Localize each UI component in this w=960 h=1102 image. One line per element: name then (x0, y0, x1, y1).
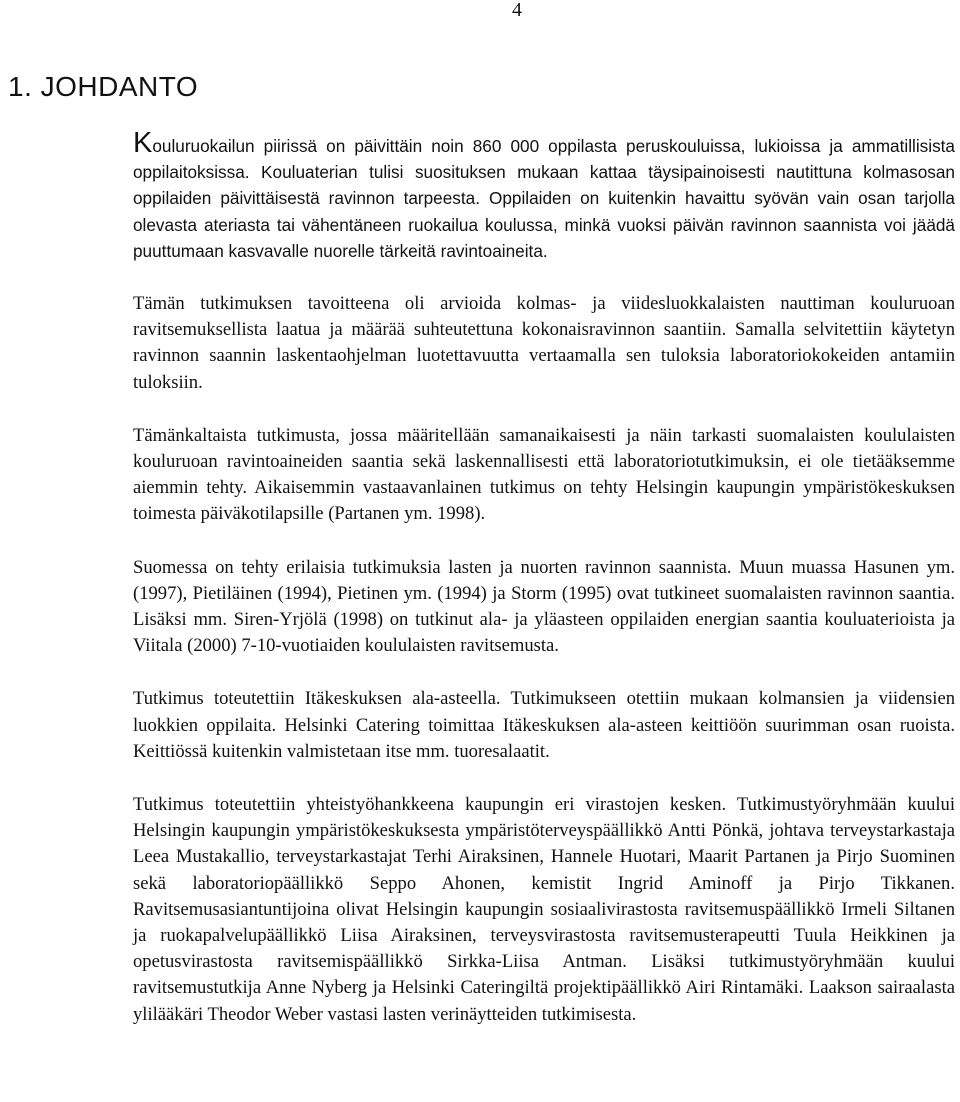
paragraph-aim: Tämän tutkimuksen tavoitteena oli arvioida kolmas- ja viidesluokkalaisten nauttiman kouluruoan ravitsemuksellista laatua ja määrää suhteutettuna kokonaisravinnon saantiin. Samalla selvitettiin käytetyn ravinnon saannin laskentaohjelman luotettavuutta vertaamalla sen tuloksia laboratoriokokeiden antamiin tuloksiin. (133, 293, 955, 393)
body-text (133, 127, 955, 1055)
drop-cap: K (133, 127, 153, 159)
paragraph-previous-studies: Suomessa on tehty erilaisia tutkimuksia lasten ja nuorten ravinnon saannista. Muun muassa Hasunen ym. (1997), Pietiläinen (1994), Pietinen ym. (1994) ja Storm (1995) ovat tutkineet suomalaisten ravinnon saantia. Lisäksi mm. Siren-Yrjölä (1998) on tutkinut ala- ja yläasteen oppilaiden energian saantia kouluaterioista ja Viitala (2000) 7-10-vuotiaiden koululaisten ravitsemusta. (133, 556, 955, 657)
paragraph-team: Tutkimus toteutettiin yhteistyöhankkeena kaupungin eri virastojen kesken. Tutkimustyöryhmään kuului Helsingin kaupungin ympäristökeskuksesta ympäristöterveyspäällikkö Antti Pönkä, johtava terveystarkastaja Leea Mustakallio, terveystarkastajat Terhi Airaksinen, Hannele Huotari, Maarit Partanen ja Pirjo Suominen sekä laboratoriopäällikkö Seppo Ahonen, kemistit Ingrid Aminoff ja Pirjo Tikkanen. Ravitsemusasiantuntijoina olivat Helsingin kaupungin sosiaalivirastosta ravitsemuspäällikkö Irmeli Siltanen ja ruokapalvelupäällikkö Liisa Airaksinen, terveysvirastosta ravitsemusterapeutti Tuula Heikkinen ja opetusvirastosta ravitsemispäällikkö Sirkka-Liisa Antman. Lisäksi tutkimustyöryhmään kuului ravitsemustutkija Anne Nyberg ja Helsinki Cateringiltä projektipäällikkö Airi Rintamäki. Laakson sairaalasta ylilääkäri Theodor Weber vastasi lasten verinäytteiden tutkimisesta. (133, 794, 955, 1025)
paragraph-text: ouluruokailun piirissä on päivittäin noin 860 000 oppilasta peruskouluissa, lukioissa ja ammatillisista oppilaitoksissa. Kouluaterian tulisi suosituksen mukaan kattaa täysipainoisesti nautittuna kolmasosan oppilaiden päivittäisestä ravinnon tarpeesta. Oppilaiden on kuitenkin havaittu syövän vain osan tarjolla olevasta ateriasta tai vähentäneen ruokailua koulussa, minkä vuoksi päivän ravinnon saannista voi jäädä puuttumaan kasvavalle nuorelle tärkeitä ravintoaineita. (133, 136, 955, 261)
paragraph-location: Tutkimus toteutettiin Itäkeskuksen ala-asteella. Tutkimukseen otettiin mukaan kolmansien ja viidensien luokkien oppilaita. Helsinki Catering toimittaa Itäkeskuksen ala-asteen keittiöön suurimman osan ruoista. Keittiössä kuitenkin valmistetaan itse mm. tuoresalaatit. (133, 688, 955, 762)
paragraph-novelty: Tämänkaltaista tutkimusta, jossa määritellään samanaikaisesti ja näin tarkasti suomalaisten koululaisten kouluruoan ravintoaineiden saantia sekä laskennallisesti että laboratoriotutkimuksin, ei ole tietääksemme aiemmin tehty. Aikaisemmin vastaavanlainen tutkimus on tehty Helsingin kaupungin ympäristökeskuksen toimesta päiväkotilapsille (Partanen ym. 1998). (133, 424, 955, 525)
chapter-heading: 1. JOHDANTO (8, 71, 199, 102)
page-number: 4 (512, 0, 522, 21)
paragraph-intro (133, 127, 955, 264)
